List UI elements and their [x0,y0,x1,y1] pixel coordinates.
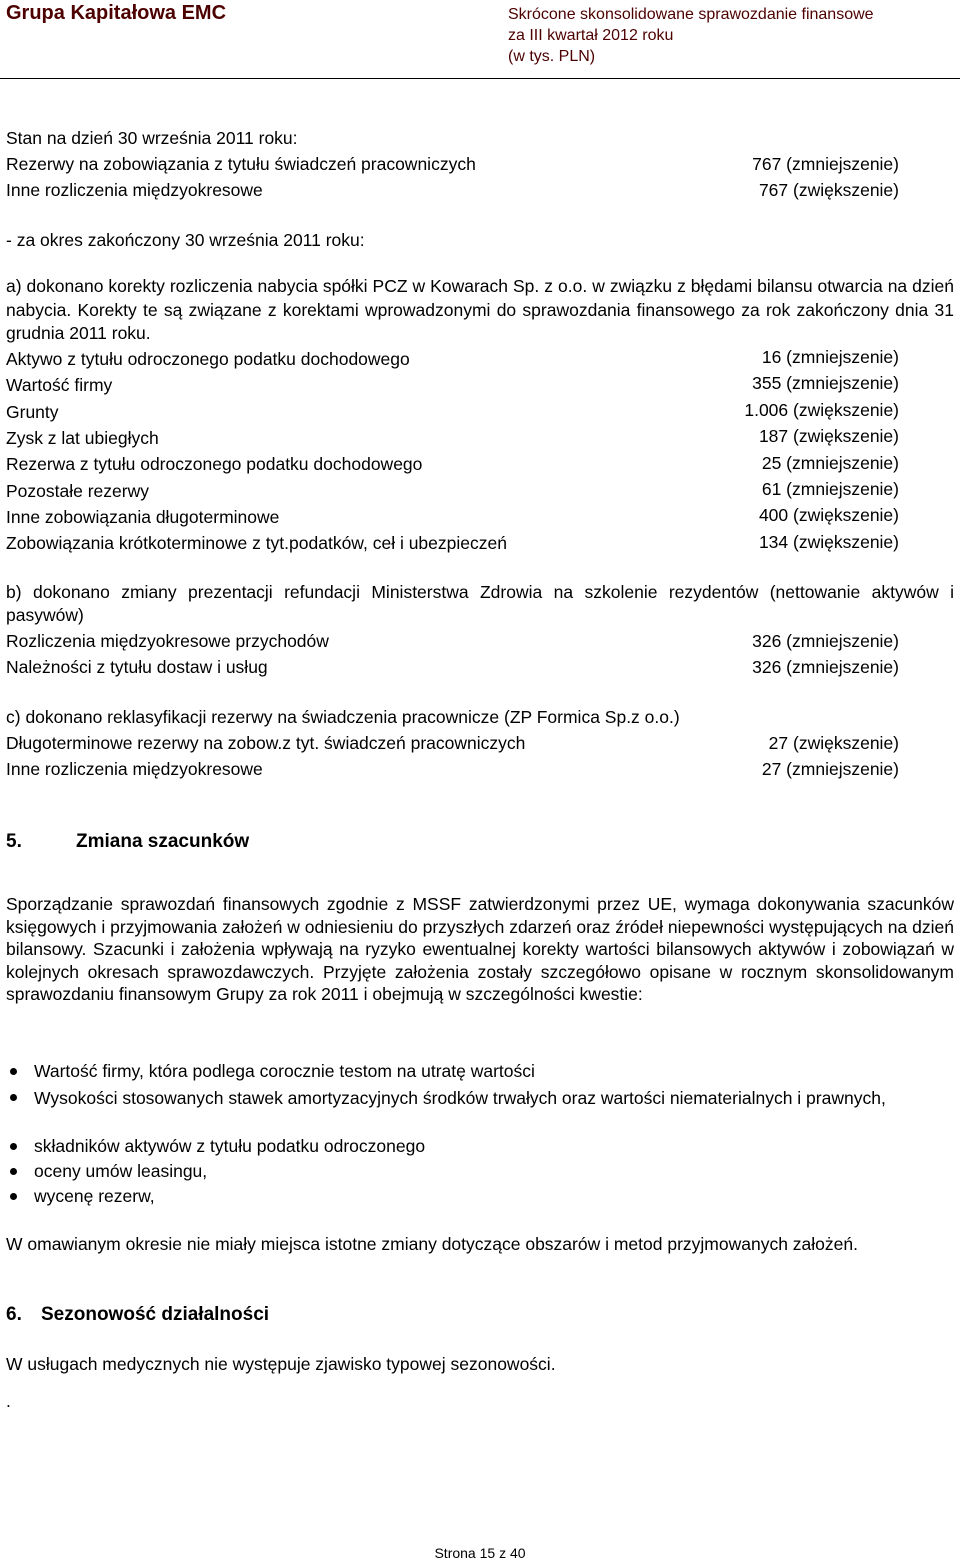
section-c-paragraph: c) dokonano reklasyfikacji rezerwy na świadczenia pracownicze (ZP Formica Sp.z o.o.) [6,707,680,727]
row-label: Inne rozliczenia międzyokresowe [6,759,263,779]
section-a-paragraph: a) dokonano korekty rozliczenia nabycia spółki PCZ w Kowarach Sp. z o.o. w związku z błędami bilansu otwarcia na dzień nabycia. Korekty te są związane z korektami wprowadzonymi do sprawozdania finansowego za rok zakończony dnia 31 grudnia 2011 roku. [6,276,954,343]
bullet-icon [10,1094,17,1101]
row-label: Długoterminowe rezerwy na zobow.z tyt. świadczeń pracowniczych [6,733,526,753]
row-label: Aktywo z tytułu odroczonego podatku dochodowego [6,349,410,369]
row-value: 16 (zmniejszenie) [761,347,899,367]
row-value: 355 (zmniejszenie) [752,373,899,393]
row-label: Rezerwy na zobowiązania z tytułu świadczeń pracowniczych [6,154,476,174]
list-item-text: Wysokości stosowanych stawek amortyzacyjnych środków trwałych oraz wartości niematerialnych i prawnych, [34,1088,886,1108]
bullet-icon [10,1068,17,1075]
row-label: Inne zobowiązania długoterminowe [6,507,280,527]
list-item-text: składników aktywów z tytułu podatku odroczonego [34,1136,426,1156]
row-value: 187 (zwiększenie) [758,426,899,446]
stray-period: . [6,1391,11,1411]
bullet-icon [10,1193,17,1200]
row-value: 27 (zmniejszenie) [761,759,899,779]
section-5-heading [6,830,249,854]
company-name: Grupa Kapitałowa EMC [6,2,227,24]
report-title [508,4,874,67]
row-label: Grunty [6,402,59,422]
row-label: Pozostałe rezerwy [6,481,149,501]
list-item-text: wycenę rezerw, [34,1186,155,1206]
row-label: Rezerwa z tytułu odroczonego podatku dochodowego [6,454,423,474]
section-title: Zmiana szacunków [76,831,250,852]
row-label: Wartość firmy [6,375,113,395]
row-value: 25 (zmniejszenie) [761,453,899,473]
section-5-paragraph: Sporządzanie sprawozdań finansowych zgodnie z MSSF zatwierdzonymi przez UE, wymaga dokonywania szacunków księgowych i przyjmowania założeń w odniesieniu do przyszłych zdarzeń oraz źródeł niepewności występujących na dzień bilansowy. Szacunki i założenia wpływają na ryzyko ewentualnej korekty wartości bilansowych aktywów i zobowiązań w kolejnych okresach sprawozdawczych. Przyjęte założenia zostały szczegółowo opisane w rocznym skonsolidowanym sprawozdaniu finansowym Grupy za rok 2011 i obejmują w szczególności kwestie: [6,894,954,1004]
row-value: 400 (zwiększenie) [758,505,899,525]
row-value: 767 (zwiększenie) [758,180,899,200]
bullet-icon [10,1168,17,1175]
section-number: 6. [6,1304,22,1325]
header-divider [0,78,960,79]
row-value: 134 (zwiększenie) [758,532,899,552]
section-6-heading [6,1303,269,1327]
report-title-line-2: za III kwartał 2012 roku [508,27,674,44]
row-value: 326 (zmniejszenie) [752,631,899,651]
page-number: Strona 15 z 40 [434,1545,526,1561]
section-6-paragraph: W usługach medycznych nie występuje zjawisko typowej sezonowości. [6,1354,556,1374]
row-value: 27 (zwiększenie) [768,733,899,753]
section-b-paragraph: b) dokonano zmiany prezentacji refundacji Ministerstwa Zdrowia na szkolenie rezydentów (nettowanie aktywów i pasywów) [6,582,954,625]
report-title-line-1: Skrócone skonsolidowane sprawozdanie finansowe [508,6,874,23]
row-value: 61 (zmniejszenie) [761,479,899,499]
period-intro: - za okres zakończony 30 września 2011 roku: [6,230,365,250]
row-label: Należności z tytułu dostaw i usług [6,657,268,677]
row-value: 326 (zmniejszenie) [752,657,899,677]
row-value: 1.006 (zwiększenie) [744,400,899,420]
section-title: Sezonowość działalności [41,1304,270,1325]
section-number: 5. [6,831,22,852]
row-label: Zobowiązania krótkoterminowe z tyt.podatków, ceł i ubezpieczeń [6,533,507,553]
report-title-line-3: (w tys. PLN) [508,48,596,65]
list-item-text: oceny umów leasingu, [34,1161,208,1181]
block-2011-intro: Stan na dzień 30 września 2011 roku: [6,128,298,148]
row-label: Inne rozliczenia międzyokresowe [6,180,263,200]
row-value: 767 (zmniejszenie) [752,154,899,174]
row-label: Rozliczenia międzyokresowe przychodów [6,631,329,651]
row-label: Zysk z lat ubiegłych [6,428,159,448]
bullet-icon [10,1143,17,1150]
list-item-text: Wartość firmy, która podlega corocznie testom na utratę wartości [34,1061,535,1081]
section-5-closing: W omawianym okresie nie miały miejsca istotne zmiany dotyczące obszarów i metod przyjmowanych założeń. [6,1234,858,1254]
